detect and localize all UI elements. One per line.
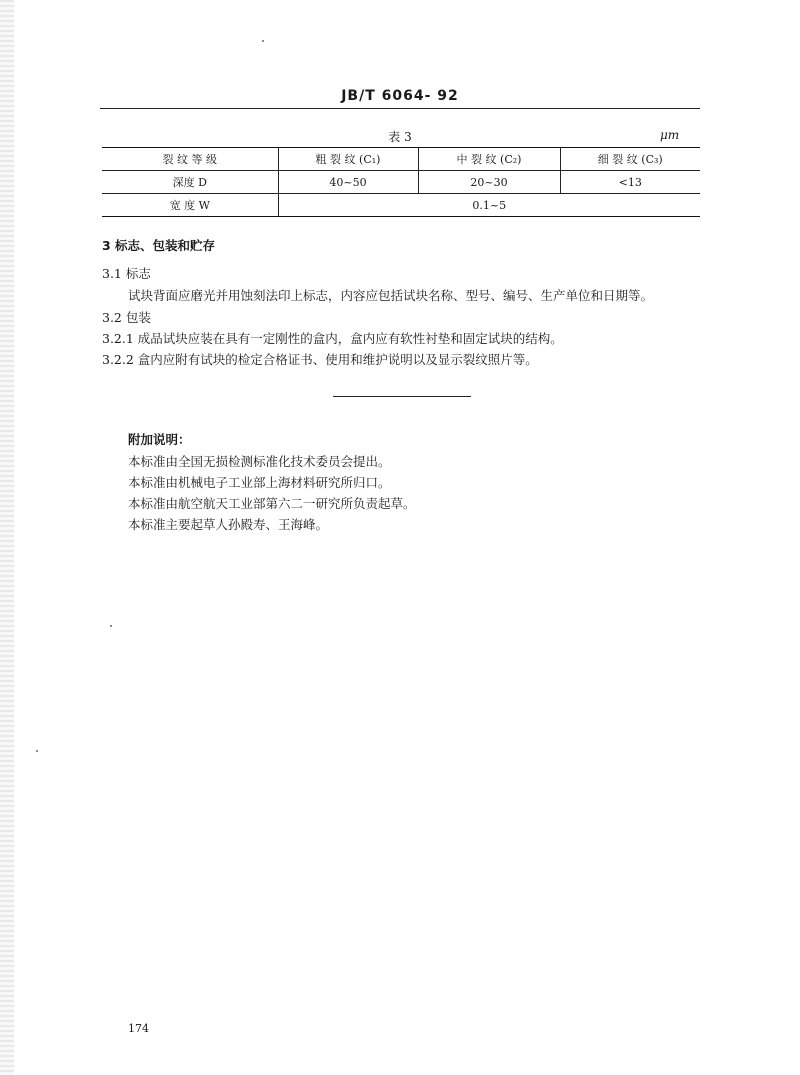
header-crack-grade: 裂 纹 等 级 (102, 148, 278, 171)
header-coarse-crack: 粗 裂 纹 (C₁) (278, 148, 418, 171)
depth-fine: <13 (560, 171, 700, 194)
section-3-1-heading: 3.1 标志 (102, 266, 151, 281)
header-rule (100, 108, 700, 109)
binding-edge (0, 0, 14, 1075)
table-row-depth (102, 171, 700, 194)
note-line: 本标准由全国无损检测标准化技术委员会提出。 (128, 454, 391, 469)
header-medium-crack: 中 裂 纹 (C₂) (418, 148, 560, 171)
row-label-width: 宽 度 W (102, 194, 278, 217)
scan-speck (110, 625, 112, 627)
table-caption: 表 3 (388, 130, 412, 144)
scan-speck (262, 40, 264, 42)
note-line: 本标准主要起草人孙殿寿、王海峰。 (128, 517, 329, 532)
depth-medium: 20~30 (418, 171, 560, 194)
section-3-2-2-text: 3.2.2 盒内应附有试块的检定合格证书、使用和维护说明以及显示裂纹照片等。 (102, 352, 538, 367)
note-line: 本标准由航空航天工业部第六二一研究所负责起草。 (128, 496, 416, 511)
page-number: 174 (128, 1022, 149, 1035)
note-line: 本标准由机械电子工业部上海材料研究所归口。 (128, 475, 391, 490)
width-value: 0.1~5 (278, 194, 700, 217)
header-fine-crack: 细 裂 纹 (C₃) (560, 148, 700, 171)
section-3-1-text: 试块背面应磨光并用蚀刻法印上标志，内容应包括试块名称、型号、编号、生产单位和日期等。 (128, 288, 654, 303)
section-3-2-1-text: 3.2.1 成品试块应装在具有一定刚性的盒内，盒内应有软性衬垫和固定试块的结构。 (102, 331, 563, 346)
notes-heading: 附加说明： (128, 432, 191, 447)
crack-grade-table (102, 147, 700, 217)
document-code: JB/T 6064- 92 (341, 88, 459, 104)
section-3-2-heading: 3.2 包装 (102, 310, 151, 325)
table-header-row (102, 148, 700, 171)
depth-coarse: 40~50 (278, 171, 418, 194)
table-row-width (102, 194, 700, 217)
scan-speck (36, 750, 38, 752)
row-label-depth: 深度 D (102, 171, 278, 194)
section-3-heading: 3 标志、包装和贮存 (102, 238, 216, 253)
end-divider (333, 396, 471, 397)
table-unit: μm (660, 128, 680, 142)
